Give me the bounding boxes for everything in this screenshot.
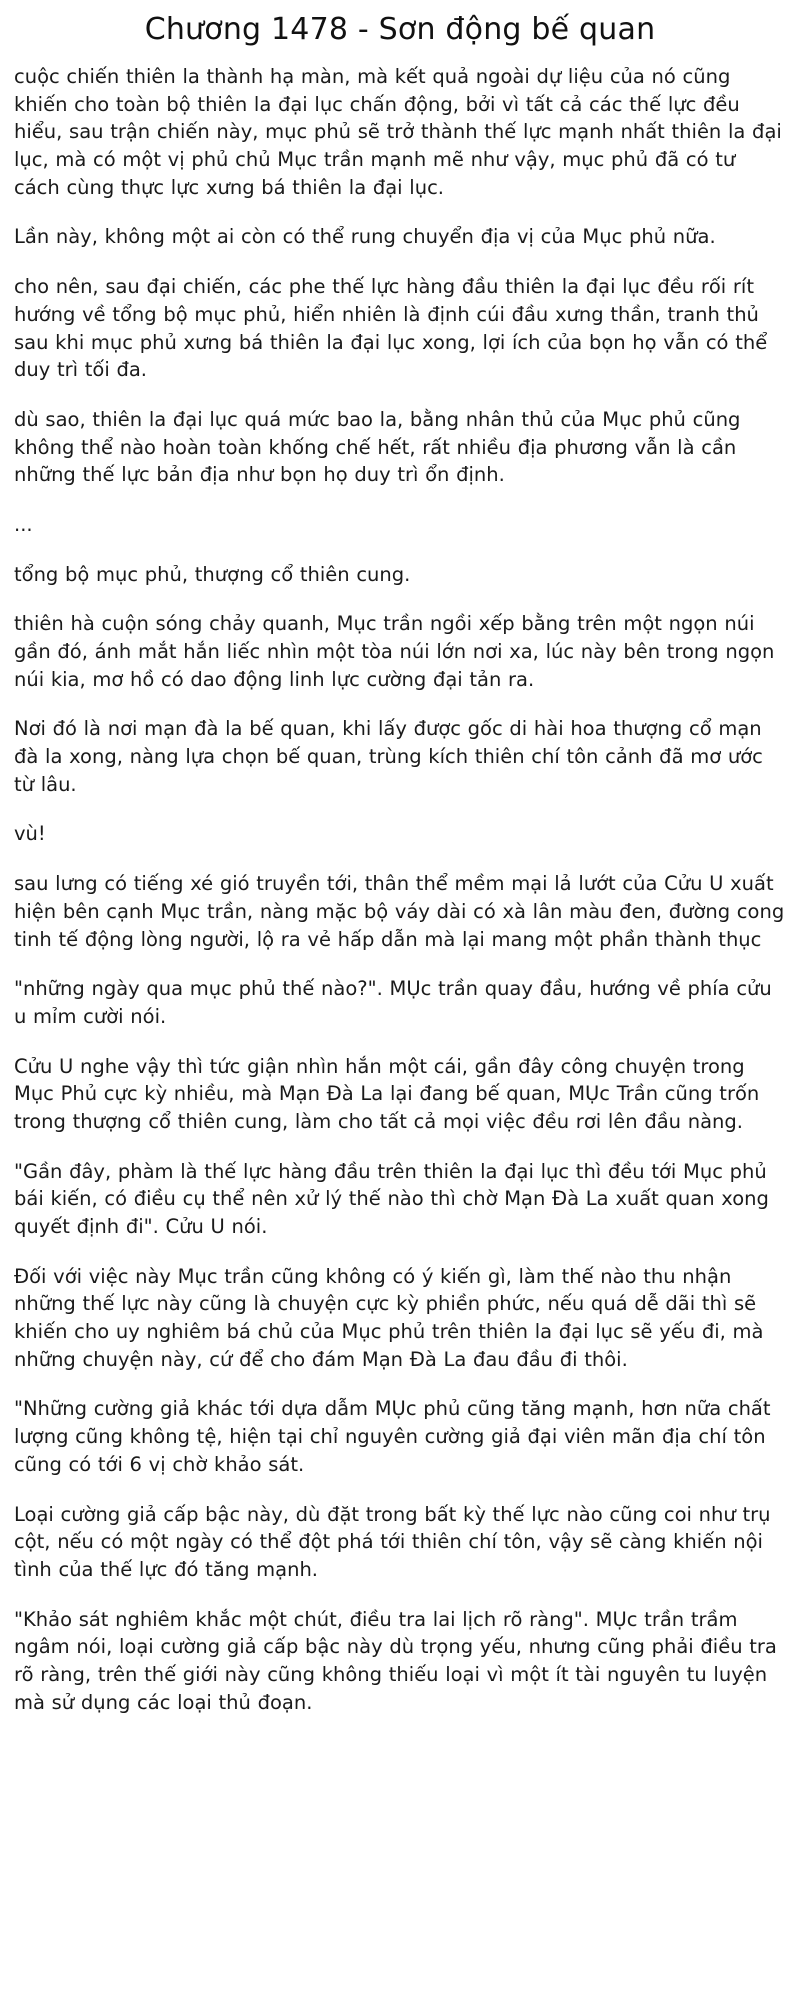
paragraph: Đối với việc này Mục trần cũng không có ý kiến gì, làm thế nào thu nhận những thế lực này cũng là chuyện cực kỳ phiền phức, nếu quá dễ dãi thì sẽ khiến cho uy nghiêm bá chủ của Mục phủ trên thiên la đại lục sẽ yếu đi, mà những chuyện này, cứ để cho đám Mạn Đà La đau đầu đi thôi. (14, 1264, 764, 1371)
paragraph: cuộc chiến thiên la thành hạ màn, mà kết quả ngoài dự liệu của nó cũng khiến cho toàn bộ thiên la đại lục chấn động, bởi vì tất cả các thế lực đều hiểu, sau trận chiến này, mục phủ sẽ trở thành thế lực mạnh nhất thiên la đại lục, mà có một vị phủ chủ Mục trần mạnh mẽ như vậy, mục phủ đã có tư cách cùng thực lực xưng bá thiên la đại lục. (14, 65, 782, 199)
paragraph: "Khảo sát nghiêm khắc một chút, điều tra lai lịch rõ ràng". MỤc trần trầm ngâm nói, loại cường giả cấp bậc này dù trọng yếu, nhưng cũng phải điều tra rõ ràng, trên thế giới này cũng không thiếu loại vì một ít tài nguyên tu luyện mà sử dụng các loại thủ đoạn. (14, 1607, 777, 1714)
paragraph: "Gần đây, phàm là thế lực hàng đầu trên thiên la đại lục thì đều tới Mục phủ bái kiến, có điều cụ thể nên xử lý thế nào thì chờ Mạn Đà La xuất quan xong quyết định đi". Cửu U nói. (14, 1159, 769, 1238)
paragraph: tổng bộ mục phủ, thượng cổ thiên cung. (14, 562, 411, 586)
paragraph: ... (14, 512, 33, 536)
paragraph: "Những cường giả khác tới dựa dẫm MỤc phủ cũng tăng mạnh, hơn nữa chất lượng cũng không tệ, hiện tại chỉ nguyên cường giả đại viên mãn địa chí tôn cũng có tới 6 vị chờ khảo sát. (14, 1397, 771, 1476)
paragraph: Cửu U nghe vậy thì tức giận nhìn hắn một cái, gần đây công chuyện trong Mục Phủ cực kỳ nhiều, mà Mạn Đà La lại đang bế quan, MỤc Trần cũng trốn trong thượng cổ thiên cung, làm cho tất cả mọi việc đều rơi lên đầu nàng. (14, 1054, 760, 1133)
paragraph: cho nên, sau đại chiến, các phe thế lực hàng đầu thiên la đại lục đều rối rít hướng về tổng bộ mục phủ, hiển nhiên là định cúi đầu xưng thần, tranh thủ sau khi mục phủ xưng bá thiên la đại lục xong, lợi ích của bọn họ vẫn có thể duy trì tối đa. (14, 275, 768, 382)
paragraph: sau lưng có tiếng xé gió truyền tới, thân thể mềm mại lả lướt của Cửu U xuất hiện bên cạnh Mục trần, nàng mặc bộ váy dài có xà lân màu đen, đường cong tinh tế động lòng người, lộ ra vẻ hấp dẫn mà lại mang một phần thành thục (14, 872, 785, 951)
paragraph: Lần này, không một ai còn có thể rung chuyển địa vị của Mục phủ nữa. (14, 225, 716, 249)
paragraph: thiên hà cuộn sóng chảy quanh, Mục trần ngồi xếp bằng trên một ngọn núi gần đó, ánh mắt hắn liếc nhìn một tòa núi lớn nơi xa, lúc này bên trong ngọn núi kia, mơ hồ có dao động linh lực cường đại tản ra. (14, 612, 775, 691)
paragraph: Loại cường giả cấp bậc này, dù đặt trong bất kỳ thế lực nào cũng coi như trụ cột, nếu có một ngày có thể đột phá tới thiên chí tôn, vậy sẽ càng khiến nội tình của thế lực đó tăng mạnh. (14, 1502, 771, 1581)
paragraph: dù sao, thiên la đại lục quá mức bao la, bằng nhân thủ của Mục phủ cũng không thể nào hoàn toàn khống chế hết, rất nhiều địa phương vẫn là cần những thế lực bản địa như bọn họ duy trì ổn định. (14, 407, 741, 487)
paragraph: "những ngày qua mục phủ thế nào?". MỤc trần quay đầu, hướng về phía cửu u mỉm cười nói. (14, 977, 772, 1028)
paragraph: vù! (14, 822, 46, 846)
paragraph: Nơi đó là nơi mạn đà la bế quan, khi lấy được gốc di hài hoa thượng cổ mạn đà la xong, nàng lựa chọn bế quan, trùng kích thiên chí tôn cảnh đã mơ ước từ lâu. (14, 717, 763, 796)
page-title: Chương 1478 - Sơn động bế quan (144, 12, 656, 47)
chapter-content (14, 63, 786, 1716)
